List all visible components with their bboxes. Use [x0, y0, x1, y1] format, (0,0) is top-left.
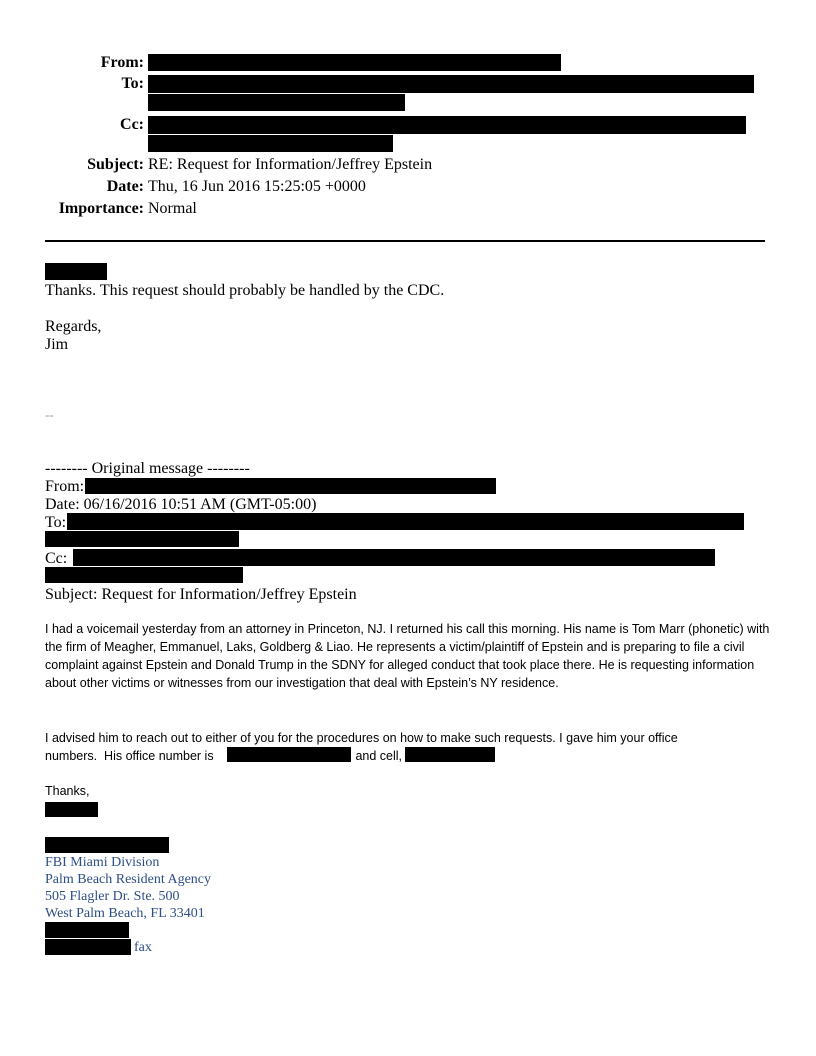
redaction-greeting	[45, 263, 107, 280]
redaction-cc-line1	[148, 116, 746, 134]
from-label: From:	[100, 54, 144, 71]
original-paragraph-1: I had a voicemail yesterday from an attorney in Princeton, NJ. I returned his call this morning. His name is Tom Marr (phonetic) with the firm of Meagher, Emmanuel, Laks, Goldberg & Liao. He represents a victim/plaintiff of Epstein and is preparing to file a civil complaint against Epstein and Donald Trump in the SDNY for alleged conduct that took place there. He is requesting information about other victims or witnesses from our investigation that deal with Epstein’s NY residence.	[45, 622, 770, 690]
importance-value: Normal	[148, 200, 197, 217]
original-to-label: To:	[45, 514, 67, 531]
redaction-original-to-line1	[67, 513, 744, 530]
date-label: Date:	[106, 178, 144, 195]
signature-division: FBI Miami Division	[45, 855, 160, 870]
cc-label: Cc:	[120, 116, 144, 133]
subject-label: Subject:	[87, 156, 144, 173]
signature-separator: --	[45, 407, 54, 422]
redaction-to-line1	[148, 75, 754, 93]
regards-text: Regards,	[45, 318, 102, 335]
original-subject: Subject: Request for Information/Jeffrey Epstein	[45, 586, 357, 603]
to-label: To:	[121, 75, 144, 92]
redaction-to-line2	[148, 94, 405, 111]
redaction-fax-number	[45, 939, 131, 955]
subject-value: RE: Request for Information/Jeffrey Epstein	[148, 156, 433, 173]
redaction-phone	[45, 922, 129, 938]
original-thanks: Thanks,	[45, 784, 90, 798]
redaction-from	[148, 54, 561, 71]
date-value: Thu, 16 Jun 2016 15:25:05 +0000	[148, 178, 366, 195]
header-divider	[45, 240, 765, 242]
redaction-original-cc-line1	[73, 549, 715, 566]
signature-fax-label: fax	[134, 940, 152, 955]
signature-office: Palm Beach Resident Agency	[45, 872, 212, 887]
reply-text: Thanks. This request should probably be handled by the CDC.	[45, 282, 445, 299]
original-message-banner: -------- Original message --------	[45, 460, 250, 477]
redaction-cc-line2	[148, 135, 393, 152]
redaction-original-to-line2	[45, 531, 239, 547]
signature-street: 505 Flagler Dr. Ste. 500	[45, 889, 180, 904]
original-cc-label: Cc:	[45, 550, 72, 567]
redaction-signoff-name	[45, 802, 98, 817]
original-date: Date: 06/16/2016 10:51 AM (GMT-05:00)	[45, 496, 317, 513]
redaction-original-from	[85, 478, 496, 494]
sender-name: Jim	[45, 336, 69, 353]
original-from-label: From:	[45, 478, 85, 495]
redaction-agent-name	[45, 837, 169, 853]
redaction-office-number	[227, 747, 351, 762]
original-paragraph-2-line-2a: numbers. His office number is	[45, 749, 214, 763]
redaction-cell-number	[405, 747, 495, 762]
importance-label: Importance:	[58, 200, 144, 217]
original-paragraph-2-line-2b: and cell,	[352, 749, 403, 763]
signature-city: West Palm Beach, FL 33401	[45, 906, 205, 921]
original-paragraph-2-line-1: I advised him to reach out to either of you for the procedures on how to make such requests. I gave him your office	[45, 731, 678, 745]
redaction-original-cc-line2	[45, 567, 243, 583]
